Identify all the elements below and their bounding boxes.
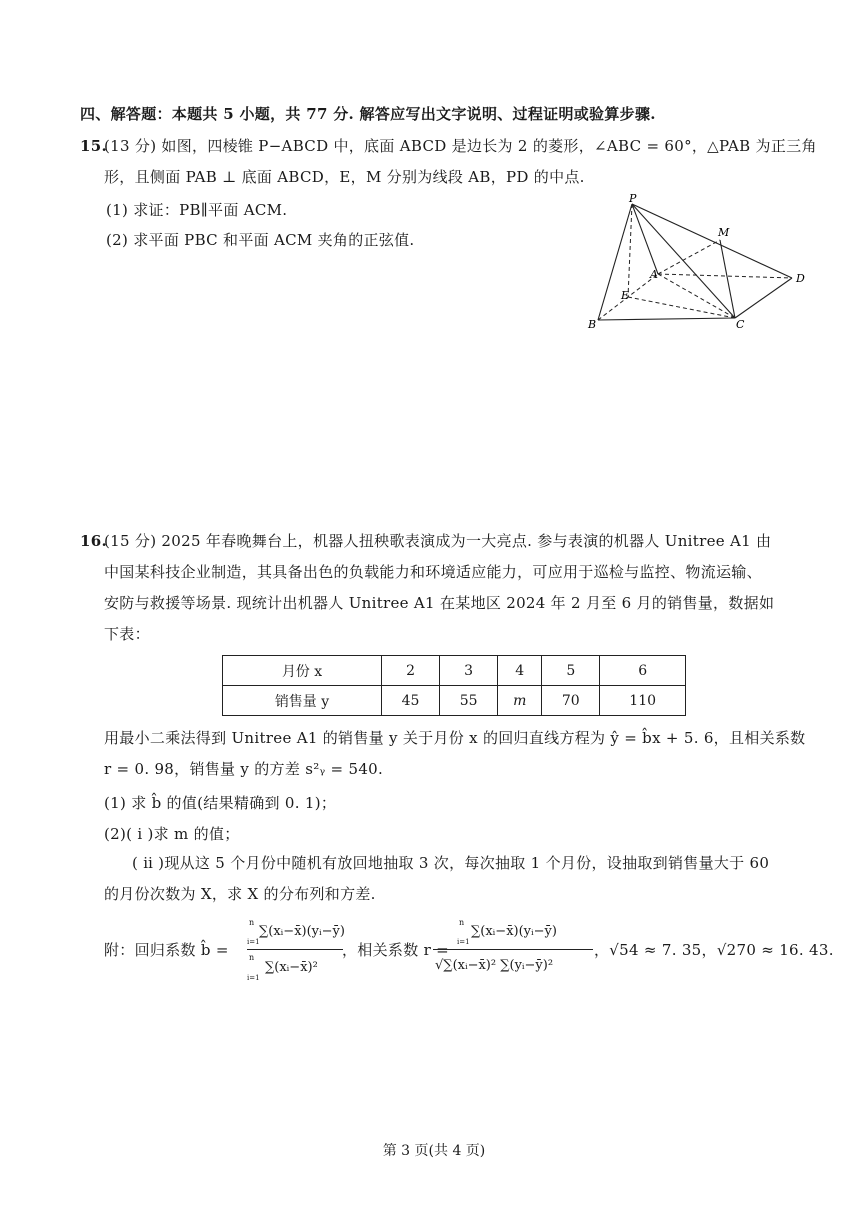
label-B: B	[588, 318, 597, 331]
label-C: C	[736, 318, 745, 331]
q15-part1: (1) 求证：PB∥平面 ACM.	[106, 201, 288, 219]
q16-text2: r = 0. 98，销售量 y 的方差 s²ᵧ = 540.	[104, 760, 384, 778]
table-cell: 6	[600, 656, 686, 686]
b-sum-bottom-num: i=1	[247, 938, 260, 946]
q16-text1: 用最小二乘法得到 Unitree A1 的销售量 y 关于月份 x 的回归直线方程为 ŷ = b̂x + 5. 6，且相关系数	[104, 729, 806, 747]
r-sum-top: n	[459, 918, 465, 927]
table-row-months	[223, 656, 686, 686]
edge-AD	[658, 274, 792, 278]
appendix-suffix: ，√54 ≈ 7. 35，√270 ≈ 16. 43.	[594, 941, 834, 959]
edge-AM	[658, 240, 720, 274]
edge-PC	[632, 204, 735, 318]
q15-part2: (2) 求平面 PBC 和平面 ACM 夹角的正弦值.	[106, 231, 415, 249]
b-sum-bottom-den: i=1	[247, 974, 260, 982]
q16-line4: 下表：	[104, 625, 150, 643]
b-numerator: ∑(xᵢ−x̄)(yᵢ−ȳ)	[259, 924, 345, 939]
table-cell: m	[498, 686, 542, 716]
edge-BC	[598, 318, 735, 320]
table-header-month: 月份 x	[223, 656, 382, 686]
sales-table	[222, 655, 686, 716]
q15-line1: (13 分) 如图，四棱锥 P−ABCD 中，底面 ABCD 是边长为 2 的菱形，∠ABC = 60°，△PAB 为正三角	[104, 137, 817, 155]
table-cell: 3	[440, 656, 498, 686]
label-D: D	[796, 272, 805, 285]
label-E: E	[621, 289, 630, 302]
label-M: M	[718, 226, 730, 239]
table-cell: 70	[542, 686, 600, 716]
table-row-sales	[223, 686, 686, 716]
r-numerator: ∑(xᵢ−x̄)(yᵢ−ȳ)	[471, 924, 557, 939]
edge-CD	[735, 278, 792, 318]
q16-part1: (1) 求 b̂ 的值(结果精确到 0. 1)；	[104, 794, 337, 812]
appendix-middle: ，相关系数 r =	[342, 941, 449, 959]
table-cell: 5	[542, 656, 600, 686]
table-cell: 110	[600, 686, 686, 716]
label-A: A	[650, 268, 658, 281]
r-fraction-bar	[433, 949, 593, 950]
edge-MC	[720, 240, 735, 318]
q15-number: 15.	[80, 137, 107, 155]
q16-line1: (15 分) 2025 年春晚舞台上，机器人扭秧歌表演成为一大亮点. 参与表演的机器人 Unitree A1 由	[104, 532, 772, 550]
b-denominator: ∑(xᵢ−x̄)²	[265, 960, 318, 975]
edge-PD	[632, 204, 792, 278]
b-sum-top: n	[249, 918, 255, 927]
edge-PE	[628, 204, 632, 297]
b-den-sum-top: n	[249, 953, 255, 962]
table-cell: 2	[382, 656, 440, 686]
table-header-sales: 销售量 y	[223, 686, 382, 716]
pyramid-figure	[580, 190, 820, 340]
q16-part2: (2)( ⅰ )求 m 的值；	[104, 825, 240, 843]
r-denominator: √∑(xᵢ−x̄)² ∑(yᵢ−ȳ)²	[435, 958, 554, 973]
q16-line2: 中国某科技企业制造，其具备出色的负载能力和环境适应能力，可应用于巡检与监控、物流运输、	[104, 563, 762, 581]
table-cell: 4	[498, 656, 542, 686]
page-footer: 第 3 页(共 4 页)	[382, 1143, 486, 1159]
r-sum-bottom: i=1	[457, 938, 470, 946]
b-fraction-bar	[247, 949, 343, 950]
q16-part2ii-line2: 的月份次数为 X，求 X 的分布列和方差.	[104, 885, 376, 903]
appendix-prefix: 附：回归系数 b̂ =	[104, 941, 229, 959]
q16-number: 16.	[80, 532, 107, 550]
q16-line3: 安防与救援等场景. 现统计出机器人 Unitree A1 在某地区 2024 年 2 月至 6 月的销售量，数据如	[104, 594, 775, 612]
edge-AC	[658, 274, 735, 318]
section-heading: 四、解答题：本题共 5 小题，共 77 分. 解答应写出文字说明、过程证明或验算步骤.	[80, 105, 656, 123]
q15-line2: 形，且侧面 PAB ⊥ 底面 ABCD，E，M 分别为线段 AB，PD 的中点.	[104, 168, 585, 186]
q16-part2ii-line1: ( ⅱ )现从这 5 个月份中随机有放回地抽取 3 次，每次抽取 1 个月份，设抽取到销售量大于 60	[132, 854, 770, 872]
table-cell: 55	[440, 686, 498, 716]
label-P: P	[629, 192, 637, 205]
table-cell: 45	[382, 686, 440, 716]
edge-PB	[598, 204, 632, 320]
